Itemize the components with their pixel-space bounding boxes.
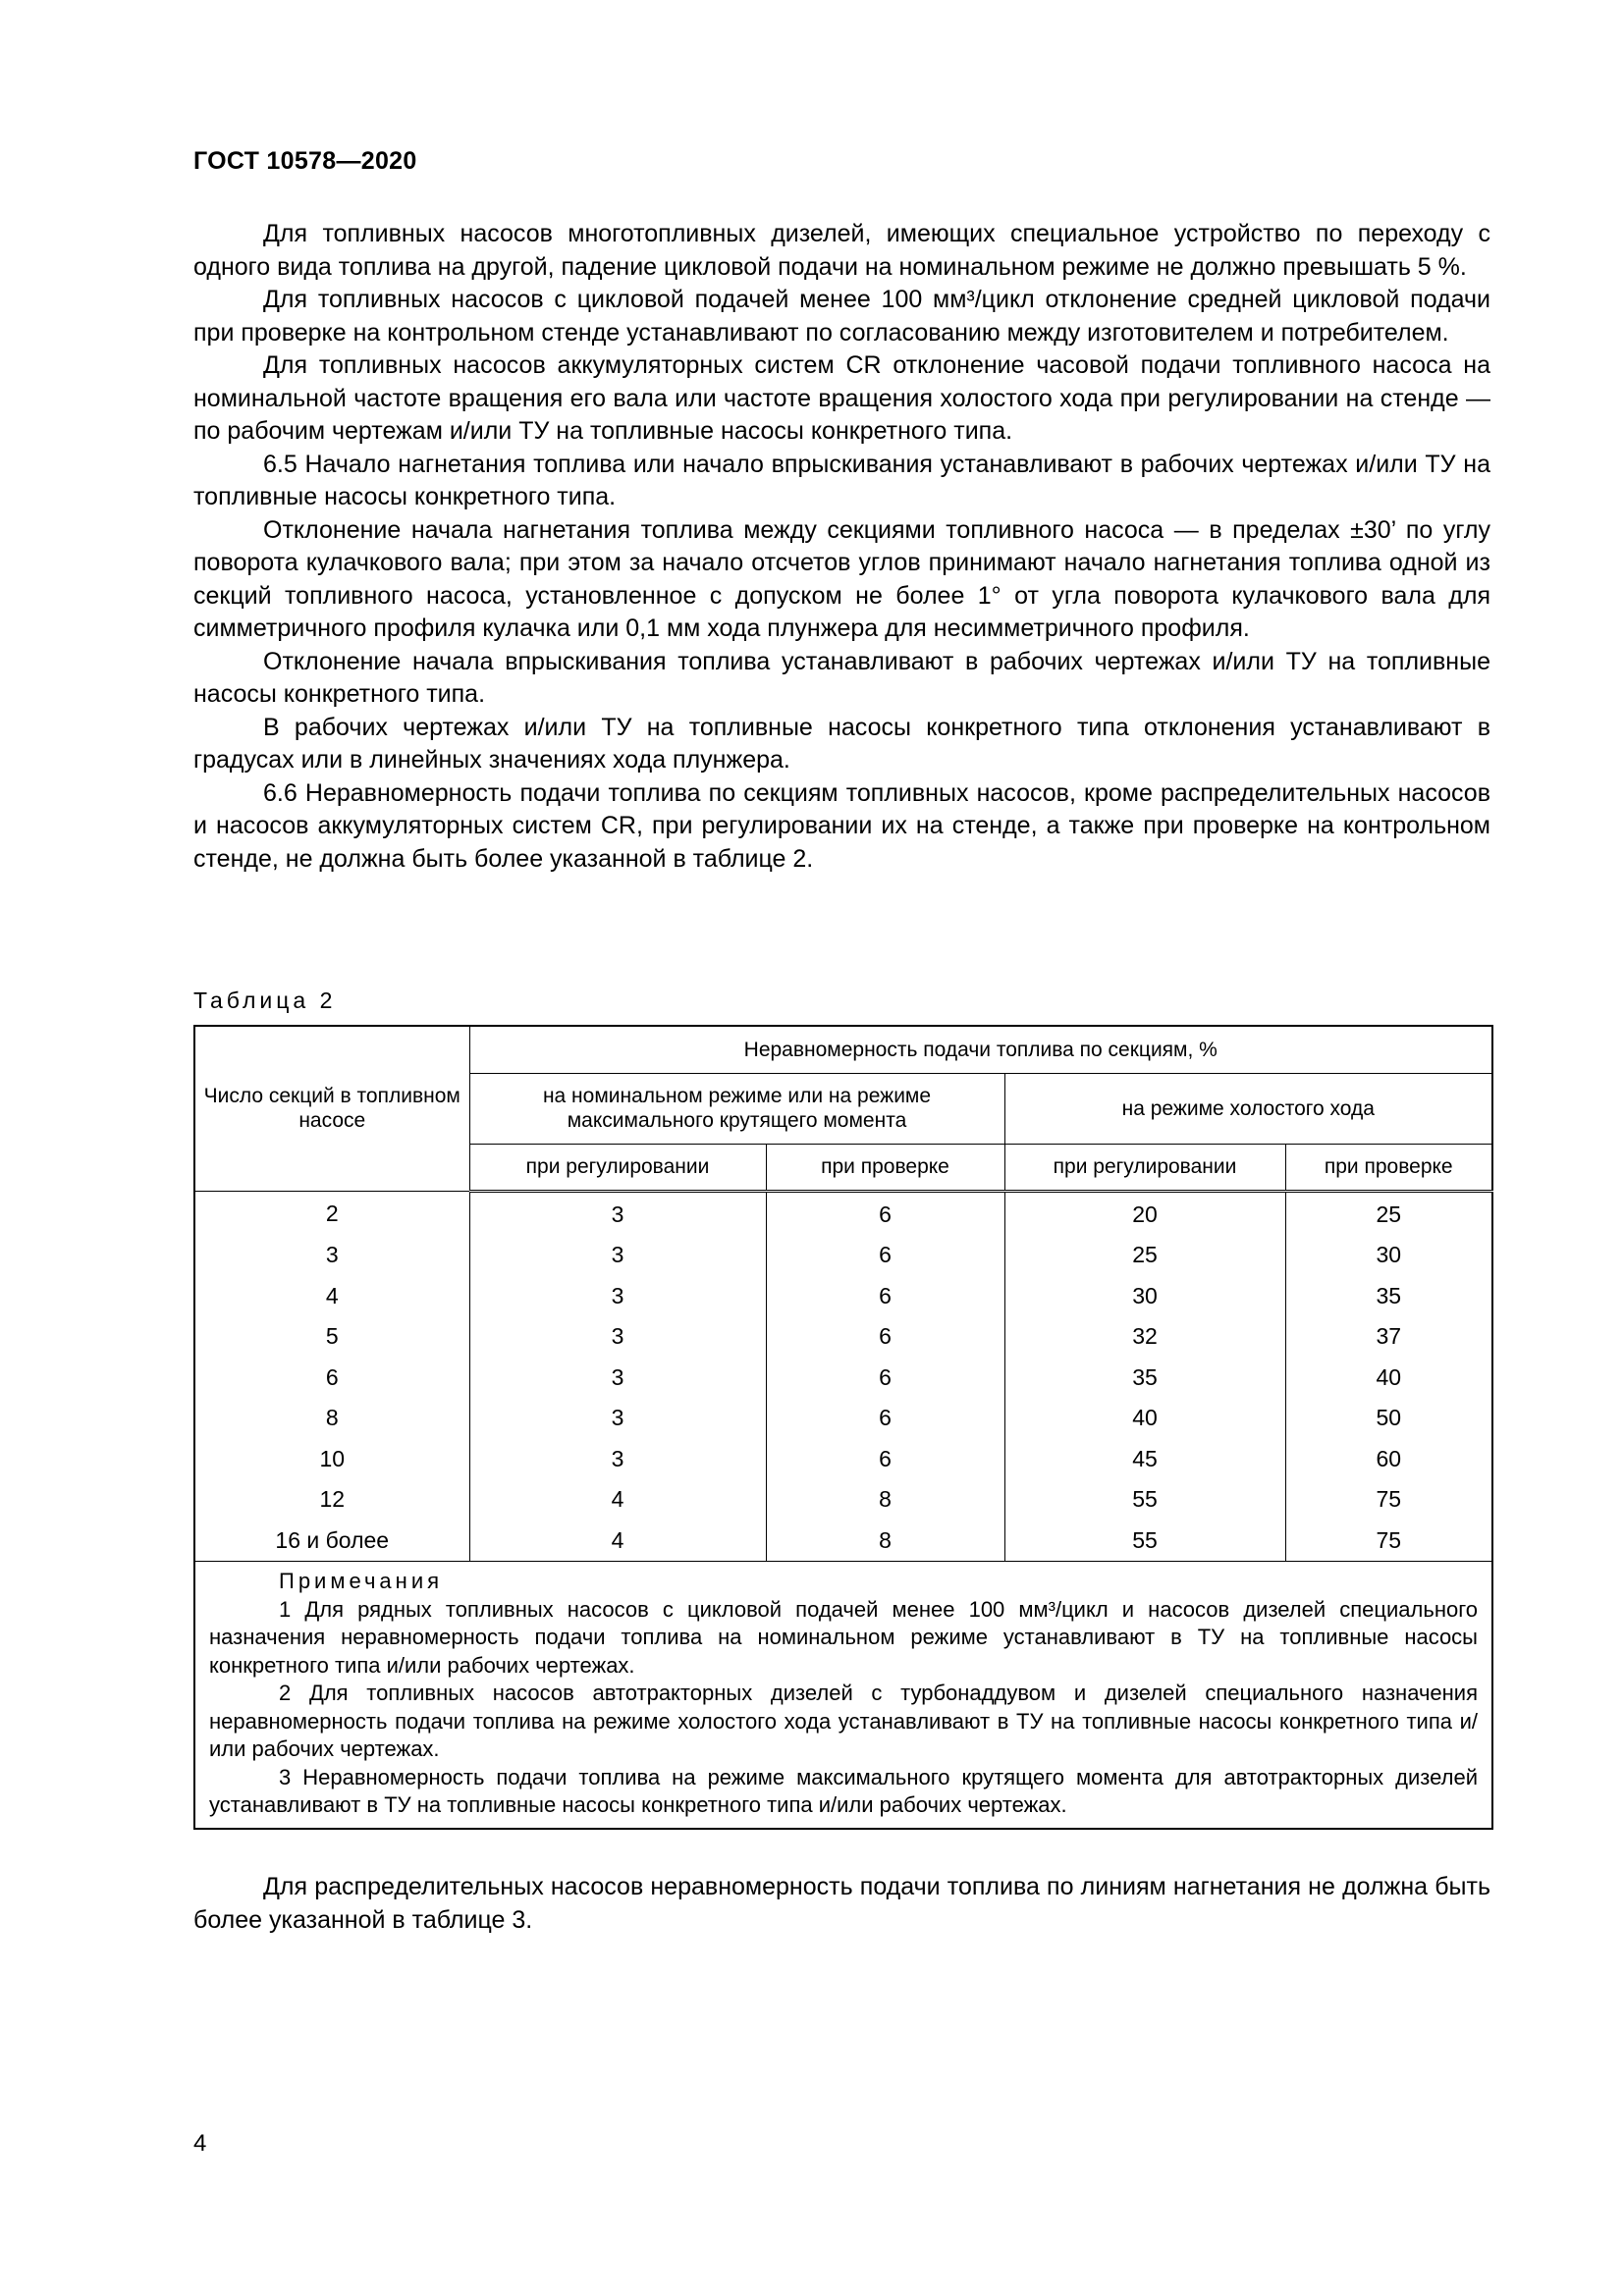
table-row — [194, 1276, 1492, 1317]
uniformity-table — [193, 1025, 1493, 1830]
paragraph: Для топливных насосов с цикловой подачей менее 100 мм³/цикл отклонение средней цикловой подачи при проверке на контрольном стенде устанавливают по согласованию между изготовителем и потребителем. — [193, 286, 1490, 347]
table-row — [194, 1316, 1492, 1358]
table-cell: 3 — [469, 1191, 766, 1235]
table-cell: 8 — [766, 1521, 1004, 1562]
table-cell: 6 — [194, 1358, 469, 1399]
paragraph: Для распределительных насосов неравномерность подачи топлива по линиям нагнетания не должна быть более указанной в таблице 3. — [193, 1873, 1490, 1934]
after-table-text — [193, 1871, 1490, 1937]
note-item: 3 Неравномерность подачи топлива на режиме максимального крутящего момента для автотракторных дизелей устанавливают в ТУ на топливные насосы конкретного типа и/или рабочих чертежах. — [209, 1764, 1478, 1817]
table-notes — [194, 1562, 1492, 1829]
header-nominal-regulation: при регулировании — [469, 1144, 766, 1191]
table-cell: 37 — [1285, 1316, 1492, 1358]
header-idle-mode: на режиме холостого хода — [1004, 1073, 1492, 1144]
header-nominal-mode: на номинальном режиме или на режиме максимального крутящего момента — [469, 1073, 1004, 1144]
table-row — [194, 1398, 1492, 1439]
table-cell: 3 — [194, 1235, 469, 1276]
paragraph: Отклонение начала впрыскивания топлива устанавливают в рабочих чертежах и/или ТУ на топливные насосы конкретного типа. — [193, 647, 1490, 708]
table-row — [194, 1235, 1492, 1276]
table-cell: 25 — [1285, 1191, 1492, 1235]
table-2 — [193, 1025, 1491, 1830]
table-cell: 6 — [766, 1358, 1004, 1399]
page-number: 4 — [193, 2130, 207, 2157]
paragraph: Отклонение начала нагнетания топлива между секциями топливного насоса — в пределах ±30’ по углу поворота кулачкового вала; при этом за начало отсчетов углов принимают начало нагнетания топлива одной из секций топливного насоса, установленное с допуском не более 1° от угла поворота кулачкового вала для симметричного профиля кулачка или 0,1 мм хода плунжера для несимметричного профиля. — [193, 515, 1490, 642]
table-cell: 40 — [1285, 1358, 1492, 1399]
table-cell: 40 — [1004, 1398, 1285, 1439]
table-cell: 55 — [1004, 1479, 1285, 1521]
table-row — [194, 1358, 1492, 1399]
table-cell: 75 — [1285, 1521, 1492, 1562]
table-cell: 2 — [194, 1191, 469, 1235]
table-cell: 30 — [1004, 1276, 1285, 1317]
body-text — [193, 218, 1490, 876]
table-cell: 4 — [194, 1276, 469, 1317]
table-cell: 30 — [1285, 1235, 1492, 1276]
table-cell: 35 — [1004, 1358, 1285, 1399]
table-cell: 4 — [469, 1479, 766, 1521]
table-cell: 3 — [469, 1398, 766, 1439]
table-cell: 50 — [1285, 1398, 1492, 1439]
table-cell: 3 — [469, 1316, 766, 1358]
table-cell: 3 — [469, 1235, 766, 1276]
table-cell: 6 — [766, 1235, 1004, 1276]
table-row — [194, 1479, 1492, 1521]
table-cell: 6 — [766, 1439, 1004, 1480]
table-cell: 3 — [469, 1276, 766, 1317]
table-cell: 10 — [194, 1439, 469, 1480]
table-cell: 32 — [1004, 1316, 1285, 1358]
table-cell: 20 — [1004, 1191, 1285, 1235]
table-cell: 4 — [469, 1521, 766, 1562]
header-idle-regulation: при регулировании — [1004, 1144, 1285, 1191]
table-cell: 6 — [766, 1398, 1004, 1439]
paragraph: В рабочих чертежах и/или ТУ на топливные насосы конкретного типа отклонения устанавливают в градусах или в линейных значениях хода плунжера. — [193, 713, 1490, 774]
table-cell: 45 — [1004, 1439, 1285, 1480]
table-row — [194, 1521, 1492, 1562]
table-row — [194, 1191, 1492, 1235]
table-cell: 35 — [1285, 1276, 1492, 1317]
paragraph: Для топливных насосов многотопливных дизелей, имеющих специальное устройство по переходу с одного вида топлива на другой, падение цикловой подачи на номинальном режиме не должно превышать 5 %. — [193, 220, 1490, 281]
note-item: 1 Для рядных топливных насосов с цикловой подачей менее 100 мм³/цикл и насосов дизелей специального назначения неравномерность подачи топлива на номинальном режиме устанавливают в ТУ на топливные насосы конкретного типа и/или рабочих чертежах. — [209, 1596, 1478, 1678]
table-cell: 3 — [469, 1358, 766, 1399]
table-cell: 12 — [194, 1479, 469, 1521]
table-cell: 16 и более — [194, 1521, 469, 1562]
paragraph: Для топливных насосов аккумуляторных систем CR отклонение часовой подачи топливного насоса на номинальной частоте вращения его вала или частоте вращения холостого хода при регулировании на стенде — по рабочим чертежам и/или ТУ на топливные насосы конкретного типа. — [193, 351, 1490, 445]
header-group-title: Неравномерность подачи топлива по секциям, % — [469, 1026, 1492, 1073]
header-sections-count: Число секций в топливном насосе — [194, 1026, 469, 1191]
table-cell: 3 — [469, 1439, 766, 1480]
table-body — [194, 1191, 1492, 1562]
paragraph: 6.5 Начало нагнетания топлива или начало впрыскивания устанавливают в рабочих чертежах и/или ТУ на топливные насосы конкретного типа. — [193, 450, 1490, 510]
document-code: ГОСТ 10578—2020 — [193, 147, 417, 175]
table-cell: 75 — [1285, 1479, 1492, 1521]
notes-title: Примечания — [279, 1569, 444, 1593]
table-cell: 60 — [1285, 1439, 1492, 1480]
header-idle-check: при проверке — [1285, 1144, 1492, 1191]
table-cell: 25 — [1004, 1235, 1285, 1276]
table-cell: 55 — [1004, 1521, 1285, 1562]
table-cell: 5 — [194, 1316, 469, 1358]
table-cell: 8 — [194, 1398, 469, 1439]
table-cell: 6 — [766, 1276, 1004, 1317]
paragraph: 6.6 Неравномерность подачи топлива по секциям топливных насосов, кроме распределительных насосов и насосов аккумуляторных систем CR, при регулировании их на стенде, а также при проверке на контрольном стенде, не должна быть более указанной в таблице 2. — [193, 778, 1490, 873]
table-row — [194, 1439, 1492, 1480]
table-cell: 6 — [766, 1316, 1004, 1358]
note-item: 2 Для топливных насосов автотракторных дизелей с турбонаддувом и дизелей специального назначения неравномерность подачи топлива на режиме холостого хода устанавливают в ТУ на топливные насосы конкретного типа и/или рабочих чертежах. — [209, 1681, 1478, 1761]
table-cell: 6 — [766, 1191, 1004, 1235]
table-cell: 8 — [766, 1479, 1004, 1521]
header-nominal-check: при проверке — [766, 1144, 1004, 1191]
table-caption: Таблица 2 — [193, 988, 337, 1013]
